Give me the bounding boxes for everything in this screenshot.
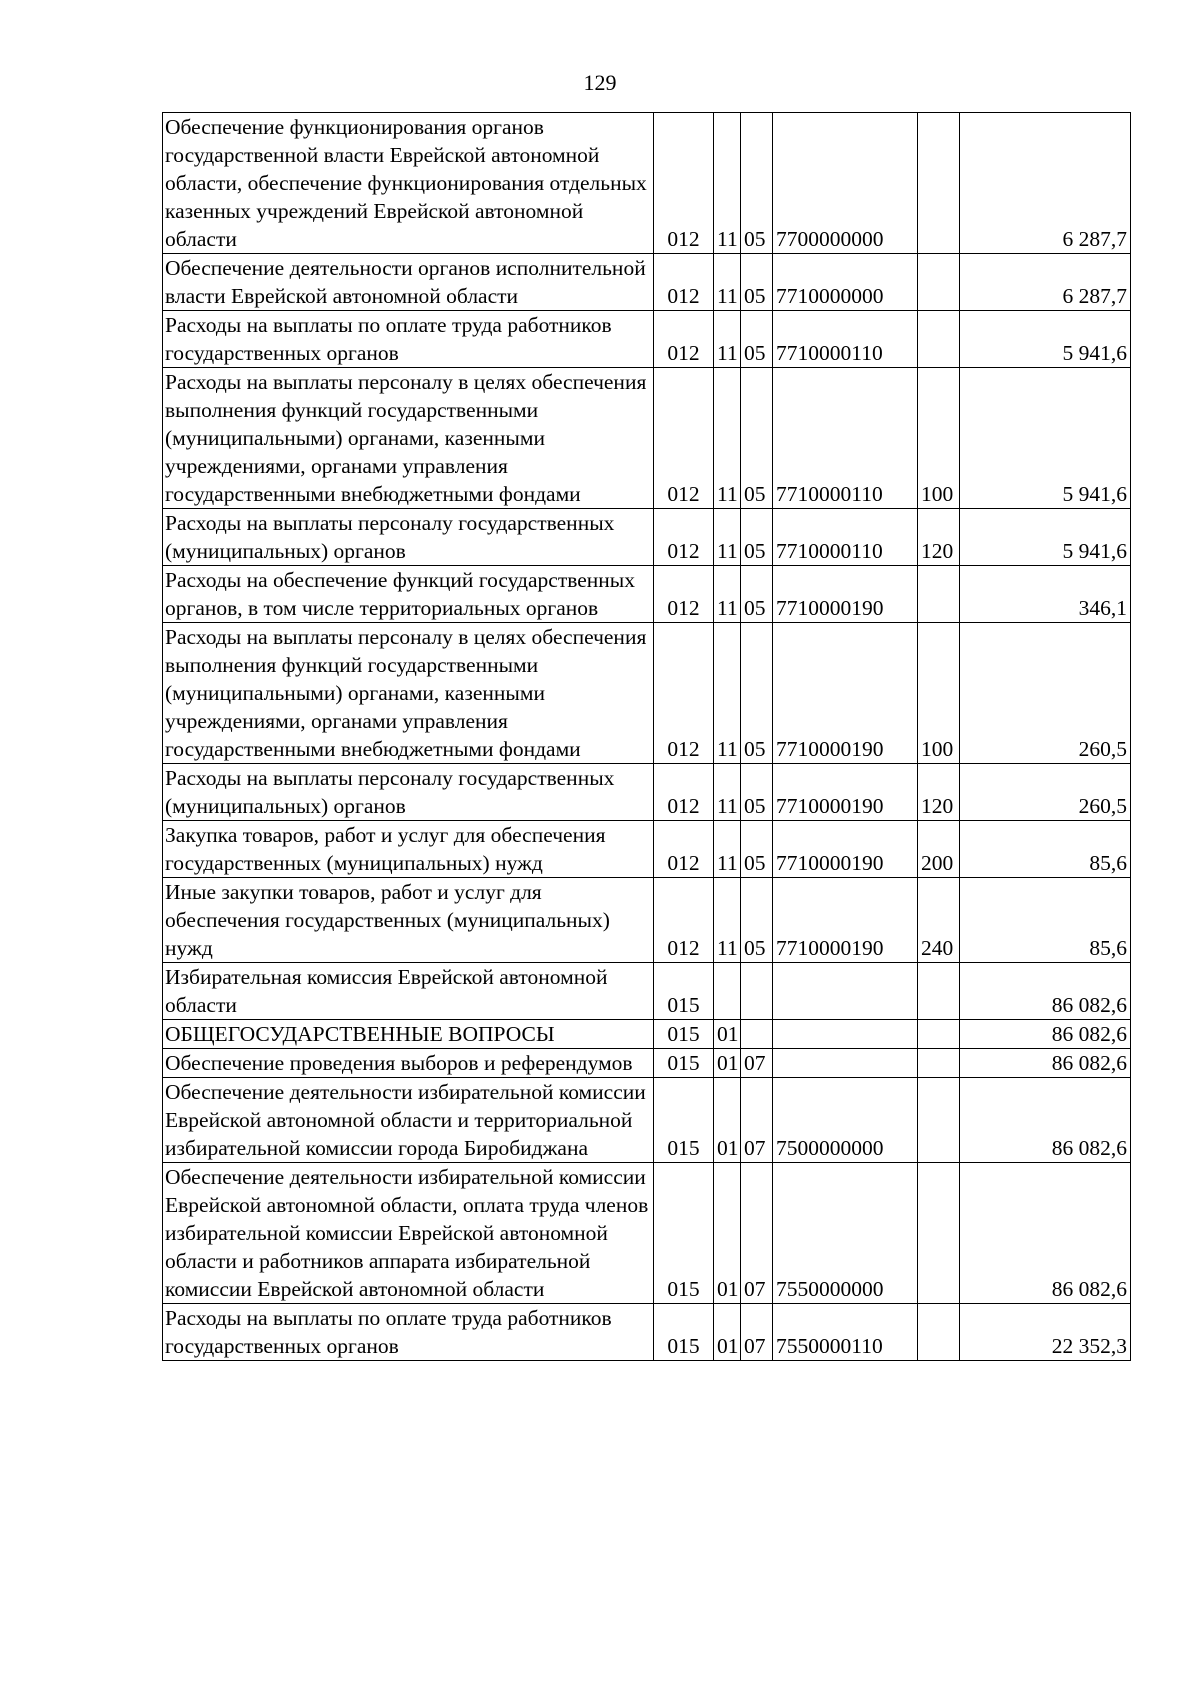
table-row [163,821,1131,878]
table-row [163,113,1131,254]
row-subsection-code: 05 [741,878,773,963]
row-expense-type-code [918,1020,960,1049]
page-number: 129 [583,70,617,95]
row-ved-code: 015 [654,1304,714,1361]
row-section-code: 01 [714,1304,741,1361]
row-amount: 85,6 [960,821,1131,878]
table-row [163,311,1131,368]
row-name: Обеспечение деятельности избирательной комиссии Еврейской автономной области, оплата труда членов избирательной комиссии Еврейской автономной области и работников аппарата избирательной комиссии Еврейской автономной области [163,1163,654,1304]
row-amount: 260,5 [960,764,1131,821]
row-expense-type-code: 120 [918,509,960,566]
row-section-code: 11 [714,821,741,878]
row-expense-type-code: 240 [918,878,960,963]
budget-table [162,112,1131,1361]
row-name: Расходы на обеспечение функций государственных органов, в том числе территориальных органов [163,566,654,623]
table-row [163,254,1131,311]
row-ved-code: 015 [654,1163,714,1304]
row-amount: 85,6 [960,878,1131,963]
row-ved-code: 015 [654,1078,714,1163]
row-section-code: 11 [714,368,741,509]
row-subsection-code [741,1020,773,1049]
row-section-code: 11 [714,509,741,566]
row-amount: 6 287,7 [960,254,1131,311]
row-subsection-code: 05 [741,623,773,764]
row-ved-code: 012 [654,623,714,764]
row-expense-type-code: 200 [918,821,960,878]
row-name: Расходы на выплаты по оплате труда работников государственных органов [163,311,654,368]
row-ved-code: 012 [654,509,714,566]
table-row [163,1163,1131,1304]
row-section-code [714,963,741,1020]
row-name: Расходы на выплаты по оплате труда работников государственных органов [163,1304,654,1361]
row-target-article-code [773,963,918,1020]
row-amount: 5 941,6 [960,509,1131,566]
row-ved-code: 012 [654,878,714,963]
row-expense-type-code [918,1163,960,1304]
row-ved-code: 012 [654,254,714,311]
table-row [163,764,1131,821]
row-section-code: 01 [714,1049,741,1078]
row-target-article-code: 7710000190 [773,821,918,878]
row-subsection-code: 05 [741,311,773,368]
row-name: Избирательная комиссия Еврейской автономной области [163,963,654,1020]
table-row [163,623,1131,764]
row-subsection-code: 05 [741,368,773,509]
row-amount: 86 082,6 [960,1078,1131,1163]
row-target-article-code: 7500000000 [773,1078,918,1163]
row-ved-code: 012 [654,368,714,509]
row-amount: 22 352,3 [960,1304,1131,1361]
table-row [163,566,1131,623]
row-target-article-code [773,1020,918,1049]
row-section-code: 01 [714,1020,741,1049]
row-name: Расходы на выплаты персоналу государственных (муниципальных) органов [163,764,654,821]
row-amount: 5 941,6 [960,368,1131,509]
table-row [163,1049,1131,1078]
row-amount: 86 082,6 [960,1020,1131,1049]
row-expense-type-code: 100 [918,623,960,764]
row-subsection-code: 07 [741,1049,773,1078]
row-name: ОБЩЕГОСУДАРСТВЕННЫЕ ВОПРОСЫ [163,1020,654,1049]
row-subsection-code: 05 [741,764,773,821]
row-expense-type-code [918,963,960,1020]
row-target-article-code: 7700000000 [773,113,918,254]
row-expense-type-code: 100 [918,368,960,509]
row-subsection-code: 05 [741,509,773,566]
row-section-code: 11 [714,311,741,368]
row-name: Обеспечение функционирования органов государственной власти Еврейской автономной области, обеспечение функционирования отдельных казенных учреждений Еврейской автономной области [163,113,654,254]
row-section-code: 11 [714,113,741,254]
row-amount: 86 082,6 [960,963,1131,1020]
row-expense-type-code [918,254,960,311]
row-target-article-code: 7550000000 [773,1163,918,1304]
row-target-article-code: 7710000000 [773,254,918,311]
row-target-article-code: 7710000190 [773,566,918,623]
table-row [163,368,1131,509]
row-target-article-code [773,1049,918,1078]
row-amount: 86 082,6 [960,1163,1131,1304]
table-row [163,509,1131,566]
row-ved-code: 012 [654,764,714,821]
row-ved-code: 015 [654,1020,714,1049]
row-expense-type-code [918,1304,960,1361]
row-expense-type-code [918,1049,960,1078]
row-amount: 86 082,6 [960,1049,1131,1078]
row-expense-type-code [918,1078,960,1163]
table-row [163,1078,1131,1163]
table-row [163,1020,1131,1049]
row-amount: 346,1 [960,566,1131,623]
row-expense-type-code [918,311,960,368]
row-subsection-code: 07 [741,1078,773,1163]
row-target-article-code: 7710000190 [773,878,918,963]
row-ved-code: 012 [654,821,714,878]
row-name: Обеспечение деятельности избирательной комиссии Еврейской автономной области и территориальной избирательной комиссии города Биробиджана [163,1078,654,1163]
row-name: Закупка товаров, работ и услуг для обеспечения государственных (муниципальных) нужд [163,821,654,878]
row-target-article-code: 7710000110 [773,509,918,566]
row-name: Расходы на выплаты персоналу государственных (муниципальных) органов [163,509,654,566]
row-section-code: 01 [714,1078,741,1163]
row-name: Обеспечение проведения выборов и референдумов [163,1049,654,1078]
row-expense-type-code [918,113,960,254]
row-name: Расходы на выплаты персоналу в целях обеспечения выполнения функций государственными (муниципальными) органами, казенными учреждениями, органами управления государственными внебюджетными фондами [163,368,654,509]
row-name: Обеспечение деятельности органов исполнительной власти Еврейской автономной области [163,254,654,311]
row-ved-code: 012 [654,113,714,254]
budget-table-body [163,113,1131,1361]
row-target-article-code: 7710000190 [773,764,918,821]
row-expense-type-code [918,566,960,623]
row-amount: 6 287,7 [960,113,1131,254]
row-subsection-code: 07 [741,1163,773,1304]
row-section-code: 11 [714,764,741,821]
row-ved-code: 012 [654,566,714,623]
row-section-code: 11 [714,623,741,764]
row-expense-type-code: 120 [918,764,960,821]
table-row [163,963,1131,1020]
row-name: Расходы на выплаты персоналу в целях обеспечения выполнения функций государственными (муниципальными) органами, казенными учреждениями, органами управления государственными внебюджетными фондами [163,623,654,764]
row-target-article-code: 7710000190 [773,623,918,764]
table-row [163,878,1131,963]
row-target-article-code: 7710000110 [773,368,918,509]
row-subsection-code: 07 [741,1304,773,1361]
row-ved-code: 012 [654,311,714,368]
row-subsection-code [741,963,773,1020]
row-section-code: 01 [714,1163,741,1304]
row-subsection-code: 05 [741,254,773,311]
row-name: Иные закупки товаров, работ и услуг для обеспечения государственных (муниципальных) нужд [163,878,654,963]
row-subsection-code: 05 [741,821,773,878]
row-ved-code: 015 [654,1049,714,1078]
row-subsection-code: 05 [741,566,773,623]
row-section-code: 11 [714,566,741,623]
table-row [163,1304,1131,1361]
row-target-article-code: 7550000110 [773,1304,918,1361]
row-target-article-code: 7710000110 [773,311,918,368]
row-section-code: 11 [714,254,741,311]
row-amount: 260,5 [960,623,1131,764]
row-subsection-code: 05 [741,113,773,254]
row-amount: 5 941,6 [960,311,1131,368]
row-ved-code: 015 [654,963,714,1020]
row-section-code: 11 [714,878,741,963]
